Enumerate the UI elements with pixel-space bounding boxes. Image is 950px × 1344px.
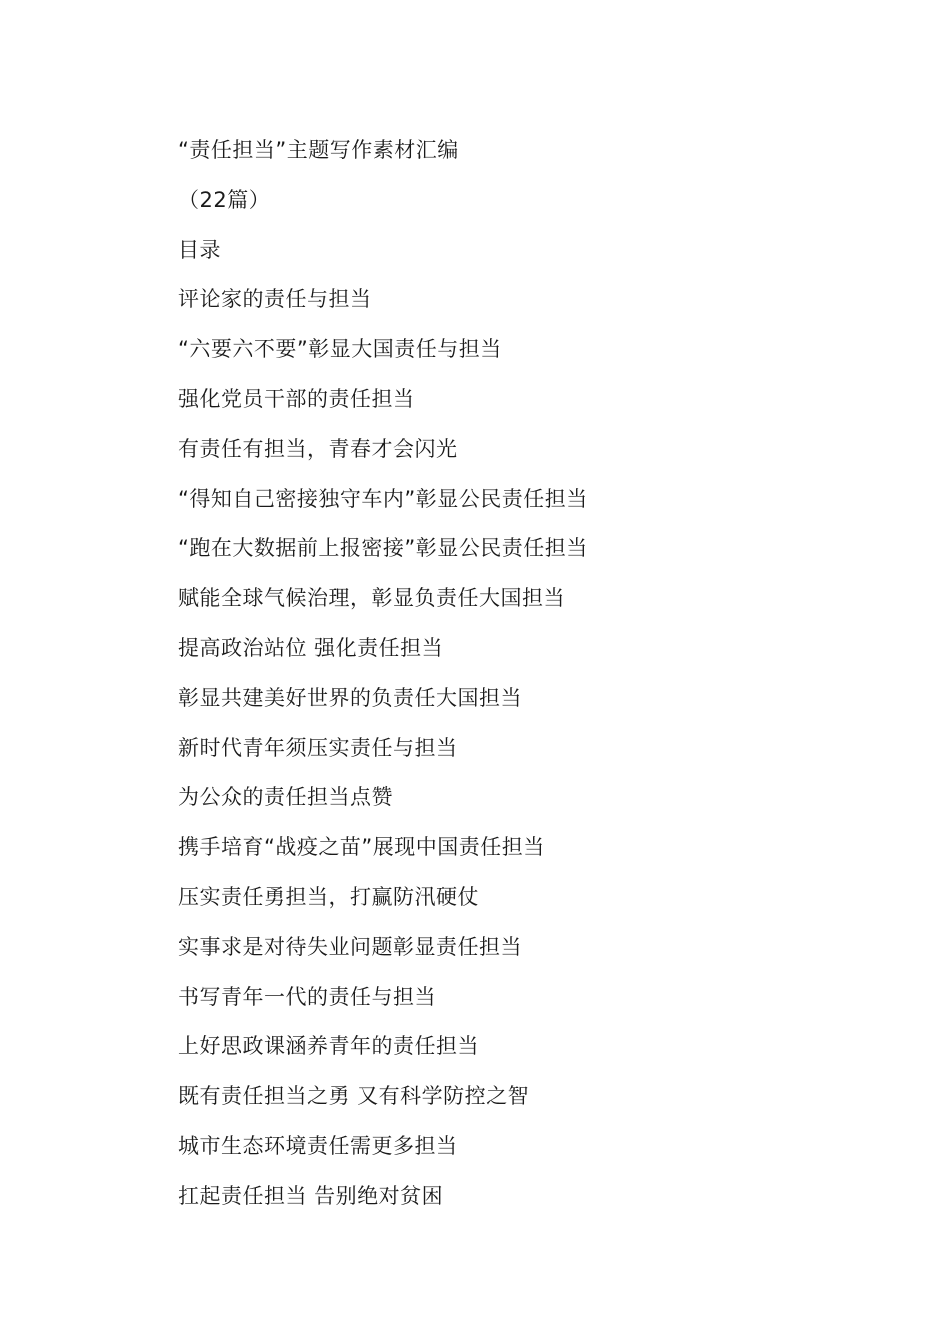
toc-item: 新时代青年须压实责任与担当: [178, 735, 458, 760]
toc-item: 赋能全球气候治理，彰显负责任大国担当: [178, 586, 565, 611]
toc-item: 强化党员干部的责任担当: [178, 386, 415, 411]
toc-list: [178, 279, 898, 1225]
toc-item: “得知自己密接独守车内”彰显公民责任担当: [178, 486, 588, 511]
document-body: [178, 130, 898, 1226]
toc-item: 扛起责任担当 告别绝对贫困: [178, 1183, 444, 1208]
toc-item: 提高政治站位 强化责任担当: [178, 635, 444, 660]
toc-item: 携手培育“战疫之苗”展现中国责任担当: [178, 835, 545, 860]
toc-item: 彰显共建美好世界的负责任大国担当: [178, 685, 522, 710]
toc-heading: 目录: [178, 237, 221, 262]
toc-item: 压实责任勇担当，打赢防汛硬仗: [178, 884, 479, 909]
toc-item: “六要六不要”彰显大国责任与担当: [178, 337, 502, 362]
document-subtitle: （22篇）: [178, 187, 271, 212]
toc-item: 有责任有担当，青春才会闪光: [178, 436, 458, 461]
toc-item: 书写青年一代的责任与担当: [178, 984, 436, 1009]
toc-item: “跑在大数据前上报密接”彰显公民责任担当: [178, 536, 588, 561]
toc-item: 实事求是对待失业问题彰显责任担当: [178, 934, 522, 959]
toc-item: 既有责任担当之勇 又有科学防控之智: [178, 1084, 530, 1109]
toc-item: 城市生态环境责任需更多担当: [178, 1133, 458, 1158]
toc-item: 为公众的责任担当点赞: [178, 785, 393, 810]
toc-item: 评论家的责任与担当: [178, 287, 372, 312]
toc-item: 上好思政课涵养青年的责任担当: [178, 1034, 479, 1059]
document-title: “责任担当”主题写作素材汇编: [178, 138, 459, 162]
